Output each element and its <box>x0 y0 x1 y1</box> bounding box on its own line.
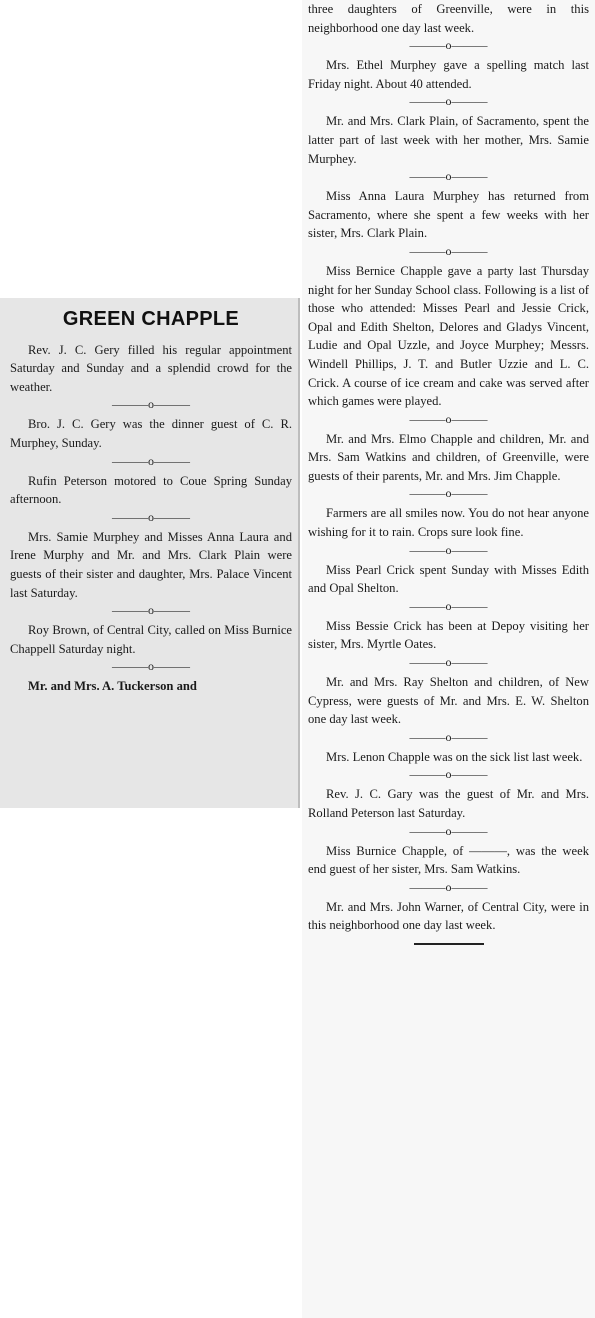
news-item: Miss Bessie Crick has been at Depoy visiting her sister, Mrs. Myrtle Oates. <box>308 618 589 652</box>
news-item: Mrs. Samie Murphey and Misses Anna Laura and Irene Murphy and Mr. and Mrs. Clark Plain were guests of their sister and daughter, Mrs. Palace Vincent last Saturday. <box>10 529 292 600</box>
separator: ———o——— <box>409 823 488 838</box>
news-item: three daughters of Greenville, were in this neighborhood one day last week. <box>308 2 589 35</box>
separator: ———o——— <box>409 729 488 744</box>
news-item: Bro. J. C. Gery was the dinner guest of C. R. Murphey, Sunday. <box>10 417 292 450</box>
news-item: Mr. and Mrs. John Warner, of Central City, were in this neighborhood one day last week. <box>308 899 589 933</box>
news-item: Mrs. Ethel Murphey gave a spelling match last Friday night. About 40 attended. <box>308 58 589 91</box>
news-item: Roy Brown, of Central City, called on Miss Burnice Chappell Saturday night. <box>10 623 292 656</box>
news-item: Rev. J. C. Gery filled his regular appointment Saturday and Sunday and a splendid crowd for the weather. <box>10 342 292 394</box>
news-item: Miss Anna Laura Murphey has returned from Sacramento, where she spent a few weeks with her sister, Mrs. Clark Plain. <box>308 189 589 241</box>
separator: ———o——— <box>409 655 488 670</box>
separator: ———o——— <box>409 879 488 894</box>
section-heading: GREEN CHAPPLE <box>62 308 240 330</box>
news-item: Miss Bernice Chapple gave a party last Thursday night for her Sunday School class. Following is a list of those who attended: Misses Pearl and Jessie Crick, Opal and Edith Shelton, Delores and Gladys Vincent, Ludie and Opal Uzzle, and Joyce Murphey; Messrs. Windell Phillips, J. T. and Butler Uzzie and L. C. Crick. A course of ice cream and cake was served after which games were played. <box>308 263 589 409</box>
news-item: Rufin Peterson motored to Coue Spring Sunday afternoon. <box>10 473 292 507</box>
separator: ———o——— <box>409 542 488 557</box>
separator: ———o——— <box>409 598 488 613</box>
right-column <box>302 0 595 1318</box>
separator: ———o——— <box>409 767 488 782</box>
separator: ———o——— <box>409 243 488 258</box>
separator: ———o——— <box>409 486 488 501</box>
separator: ———o——— <box>409 411 488 426</box>
separator: ———o——— <box>112 397 190 412</box>
column-divider <box>298 298 300 808</box>
news-item: Miss Burnice Chapple, of ———, was the week end guest of her sister, Mrs. Sam Watkins. <box>308 843 589 877</box>
separator: ———o——— <box>112 659 190 674</box>
news-item: Rev. J. C. Gary was the guest of Mr. and Mrs. Rolland Peterson last Saturday. <box>308 787 589 820</box>
news-item: Mr. and Mrs. Ray Shelton and children, of New Cypress, were guests of Mr. and Mrs. E. W. Shelton one day last week. <box>308 675 589 727</box>
news-item: Farmers are all smiles now. You do not hear anyone wishing for it to rain. Crops sure look fine. <box>308 506 589 540</box>
news-item: Miss Pearl Crick spent Sunday with Misses Edith and Opal Shelton. <box>308 562 589 596</box>
news-item: Mr. and Mrs. A. Tuckerson and <box>28 679 197 694</box>
news-item: Mr. and Mrs. Elmo Chapple and children, Mr. and Mrs. Sam Watkins and children, of Greenville, were guests of their parents, Mr. and Mrs. Jim Chapple. <box>308 431 589 483</box>
separator: ———o——— <box>112 453 190 468</box>
separator: ———o——— <box>112 603 190 618</box>
news-item: Mr. and Mrs. Clark Plain, of Sacramento, spent the latter part of last week with her mother, Mrs. Samie Murphey. <box>308 114 589 166</box>
separator: ———o——— <box>409 169 488 184</box>
left-column <box>0 298 298 808</box>
separator: ———o——— <box>409 38 488 53</box>
news-item: Mrs. Lenon Chapple was on the sick list last week. <box>326 749 583 764</box>
separator: ———o——— <box>409 94 488 109</box>
end-rule <box>414 943 484 945</box>
separator: ———o——— <box>112 509 190 524</box>
